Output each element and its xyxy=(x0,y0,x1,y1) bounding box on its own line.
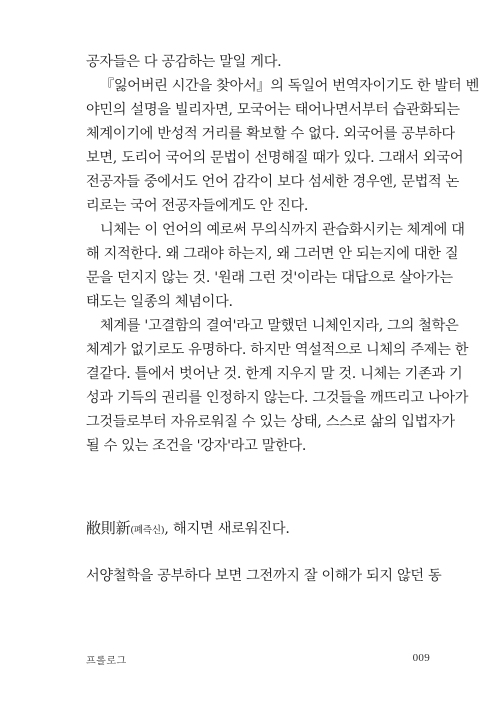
quote-translation: , 해지면 새로워진다. xyxy=(164,521,290,537)
paragraph-line: 체계가 없기로도 유명하다. 하지만 역설적으로 니체의 주제는 한 xyxy=(86,342,469,358)
paragraph-line: 문을 던지지 않는 것. '원래 그런 것'이라는 대답으로 살아가는 xyxy=(86,270,453,286)
paragraph-line: 체계이기에 반성적 거리를 확보할 수 없다. 외국어를 공부하다 xyxy=(86,126,455,142)
quote-hanja: 敝則新 xyxy=(86,519,131,537)
paragraph-line: 체계를 '고결함의 결여'라고 말했던 니체인지라, 그의 철학은 xyxy=(100,318,459,334)
body-text xyxy=(86,50,479,458)
quote-reading: (폐즉신) xyxy=(130,525,165,536)
paragraph-line: 태도는 일종의 체념이다. xyxy=(86,294,233,310)
paragraph-line: 결같다. 틀에서 벗어난 것. 한계 지우지 말 것. 니체는 기존과 기 xyxy=(86,366,463,382)
paragraph-line: 보면, 도리어 국어의 문법이 선명해질 때가 있다. 그래서 외국어 xyxy=(86,150,464,166)
paragraph-line: 니체는 이 언어의 예로써 무의식까지 관습화시키는 체계에 대 xyxy=(100,222,465,238)
paragraph-line: 해 지적한다. 왜 그래야 하는지, 왜 그러면 안 되는지에 대한 질 xyxy=(86,246,459,262)
paragraph-line: 공자들은 다 공감하는 말일 게다. xyxy=(86,54,282,70)
paragraph-line: 될 수 있는 조건을 '강자'라고 말한다. xyxy=(86,438,307,454)
paragraph-line: 야민의 설명을 빌리자면, 모국어는 태어나면서부터 습관화되는 xyxy=(86,102,460,118)
paragraph-line: 그것들로부터 자유로워질 수 있는 상태, 스스로 삶의 입법자가 xyxy=(86,414,455,430)
paragraph-line: 전공자들 중에서도 언어 감각이 보다 섬세한 경우엔, 문법적 논 xyxy=(86,174,460,190)
running-footer-section-title: 프롤로그 xyxy=(86,656,127,667)
page-number: 009 xyxy=(412,652,430,664)
paragraph-line: 리로는 국어 전공자들에게도 안 진다. xyxy=(86,198,309,214)
paragraph-line: 『잃어버린 시간을 찾아서』의 독일어 번역자이기도 한 발터 벤 xyxy=(100,78,479,94)
continuing-paragraph-line: 서양철학을 공부하다 보면 그전까지 잘 이해가 되지 않던 동 xyxy=(86,568,442,584)
quote-line xyxy=(86,516,429,543)
paragraph-line: 성과 기득의 권리를 인정하지 않는다. 그것들을 깨뜨리고 나아가 xyxy=(86,390,469,406)
